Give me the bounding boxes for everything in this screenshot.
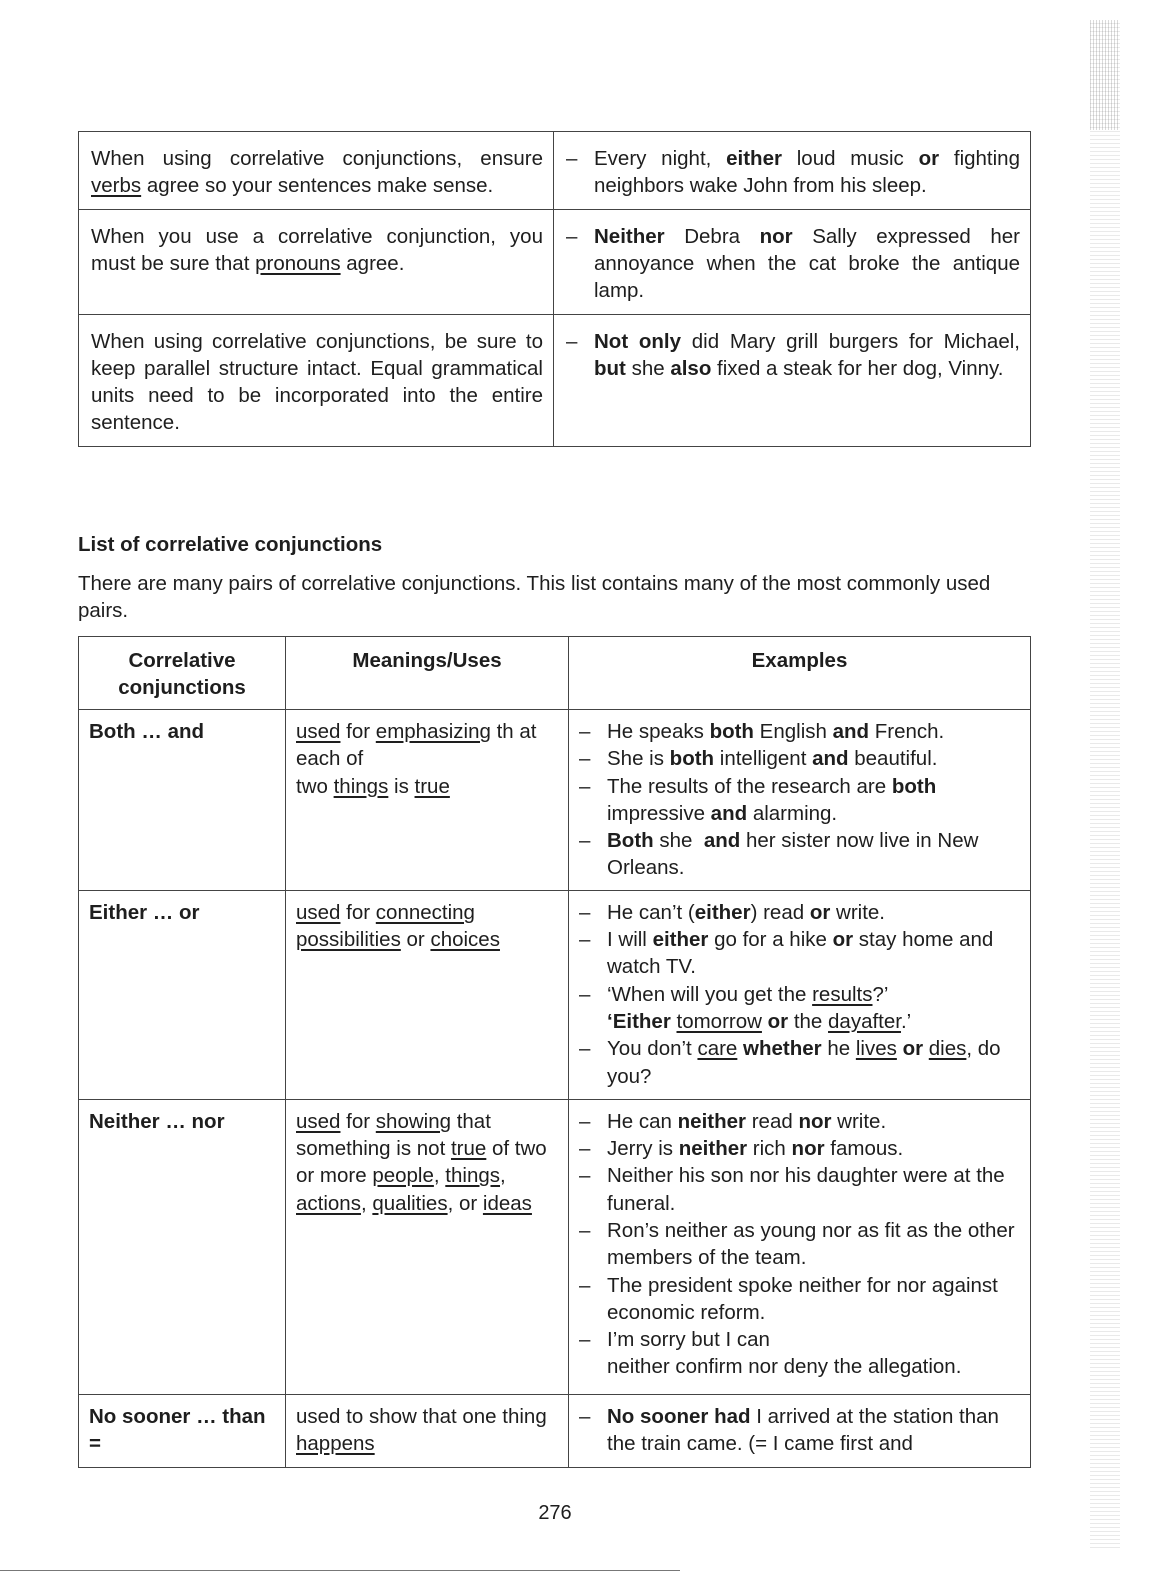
- section-title: List of correlative conjunctions: [78, 533, 383, 556]
- list-item: [579, 718, 1020, 745]
- table-header-row: [79, 637, 1031, 710]
- list-item: [579, 773, 1020, 828]
- rule-text: When you use a correlative conjunction, you must be sure that pronouns agree.: [79, 210, 554, 315]
- dash-bullet: –: [579, 1037, 591, 1061]
- example-sentence: The president spoke neither for nor against economic reform.: [607, 1273, 998, 1324]
- example-sentence: He speaks both English and French.: [607, 720, 945, 743]
- list-item: [579, 1162, 1020, 1217]
- dash-bullet: –: [579, 1218, 591, 1242]
- dash-bullet: –: [566, 225, 578, 248]
- list-item: [579, 899, 1020, 926]
- dash-bullet: –: [579, 747, 591, 771]
- list-item: [579, 1108, 1020, 1135]
- conjunction-pair: Both … and: [79, 710, 286, 891]
- header-examples: Examples: [569, 637, 1031, 710]
- usage-rules-table: [78, 131, 1031, 447]
- dash-bullet: –: [579, 774, 591, 798]
- list-item: [579, 1272, 1020, 1327]
- meaning-uses: used for connecting possibilities or choices: [286, 890, 569, 1099]
- dash-bullet: –: [579, 982, 591, 1006]
- conjunction-pair: No sooner … than =: [79, 1394, 286, 1467]
- example-sentence: No sooner had I arrived at the station than the train came. (= I came first and: [607, 1404, 999, 1456]
- meaning-uses: used for emphasizing th at each of two things is true: [286, 710, 569, 891]
- rule-example: [554, 210, 1031, 315]
- rule-row: [79, 315, 1031, 447]
- table-row: [79, 1394, 1031, 1467]
- dash-bullet: –: [579, 1404, 591, 1428]
- list-item: [579, 1135, 1020, 1162]
- dash-bullet: –: [579, 928, 591, 952]
- rule-text: When using correlative conjunctions, be sure to keep parallel structure intact. Equal grammatical units need to be incorporated into the entire sentence.: [79, 315, 554, 447]
- section-intro: There are many pairs of correlative conjunctions. This list contains many of the most commonly used pairs.: [78, 572, 991, 622]
- conjunction-pair: Neither … nor: [79, 1099, 286, 1394]
- example-sentence: Every night, either loud music or fighting neighbors wake John from his sleep.: [594, 147, 1020, 197]
- dash-bullet: –: [579, 1109, 591, 1133]
- dash-bullet: –: [579, 900, 591, 924]
- list-item: [579, 1403, 1020, 1458]
- list-item: [579, 1326, 1020, 1381]
- example-sentence: Both she and her sister now live in New Orleans.: [607, 829, 979, 880]
- rule-row: [79, 132, 1031, 210]
- bottom-divider: [0, 1570, 680, 1571]
- dash-bullet: –: [579, 1273, 591, 1297]
- examples-cell: [569, 890, 1031, 1099]
- table-row: [79, 890, 1031, 1099]
- example-sentence: Jerry is neither rich nor famous.: [607, 1137, 904, 1161]
- header-correlative-conjunctions: Correlative conjunctions: [79, 637, 286, 710]
- list-item: [579, 1217, 1020, 1272]
- example-sentence: You don’t care whether he lives or dies, do you?: [607, 1037, 1001, 1088]
- example-sentence: The results of the research are both impressive and alarming.: [607, 774, 937, 825]
- example-sentence: He can neither read nor write.: [607, 1109, 887, 1133]
- dash-bullet: –: [579, 720, 591, 743]
- example-sentence: She is both intelligent and beautiful.: [607, 747, 938, 771]
- rule-row: [79, 210, 1031, 315]
- page-number: 276: [538, 1502, 572, 1524]
- dash-bullet: –: [579, 1328, 591, 1352]
- example-sentence: Neither his son nor his daughter were at the funeral.: [607, 1164, 1005, 1215]
- table-row: [79, 1099, 1031, 1394]
- list-item: [579, 981, 1020, 1036]
- dash-bullet: –: [566, 147, 578, 170]
- meaning-uses: used to show that one thing happens: [286, 1394, 569, 1467]
- correlative-conjunctions-table: [78, 636, 1031, 1468]
- rule-text: When using correlative conjunctions, ensure verbs agree so your sentences make sense.: [79, 132, 554, 210]
- examples-cell: [569, 710, 1031, 891]
- examples-cell: [569, 1099, 1031, 1394]
- conjunction-pair: Either … or: [79, 890, 286, 1099]
- list-item: [579, 745, 1020, 772]
- meaning-uses: used for showing that something is not true of two or more people, things, actions, qualities, or ideas: [286, 1099, 569, 1394]
- example-sentence: Not only did Mary grill burgers for Michael, but she also fixed a steak for her dog, Vinny.: [594, 330, 1020, 380]
- example-sentence: ‘When will you get the results?’ ‘Either tomorrow or the dayafter.’: [607, 982, 912, 1033]
- examples-cell: [569, 1394, 1031, 1467]
- list-item: [579, 827, 1020, 882]
- header-meanings-uses: Meanings/Uses: [286, 637, 569, 710]
- dash-bullet: –: [566, 330, 578, 353]
- example-sentence: He can’t (either) read or write.: [607, 900, 885, 924]
- list-item: [579, 926, 1020, 981]
- dash-bullet: –: [579, 1164, 591, 1188]
- rule-example: [554, 315, 1031, 447]
- example-sentence: I will either go for a hike or stay home and watch TV.: [607, 928, 994, 979]
- example-sentence: Ron’s neither as young nor as fit as the other members of the team.: [607, 1218, 1015, 1270]
- example-sentence: I’m sorry but I can neither confirm nor deny the allegation.: [607, 1328, 962, 1379]
- table-row: [79, 710, 1031, 891]
- rule-example: [554, 132, 1031, 210]
- dash-bullet: –: [579, 1137, 591, 1161]
- scanned-page-edge: [1090, 20, 1120, 1550]
- dash-bullet: –: [579, 829, 591, 853]
- list-item: [579, 1035, 1020, 1090]
- example-sentence: Neither Debra nor Sally expressed her annoyance when the cat broke the antique lamp.: [594, 225, 1021, 302]
